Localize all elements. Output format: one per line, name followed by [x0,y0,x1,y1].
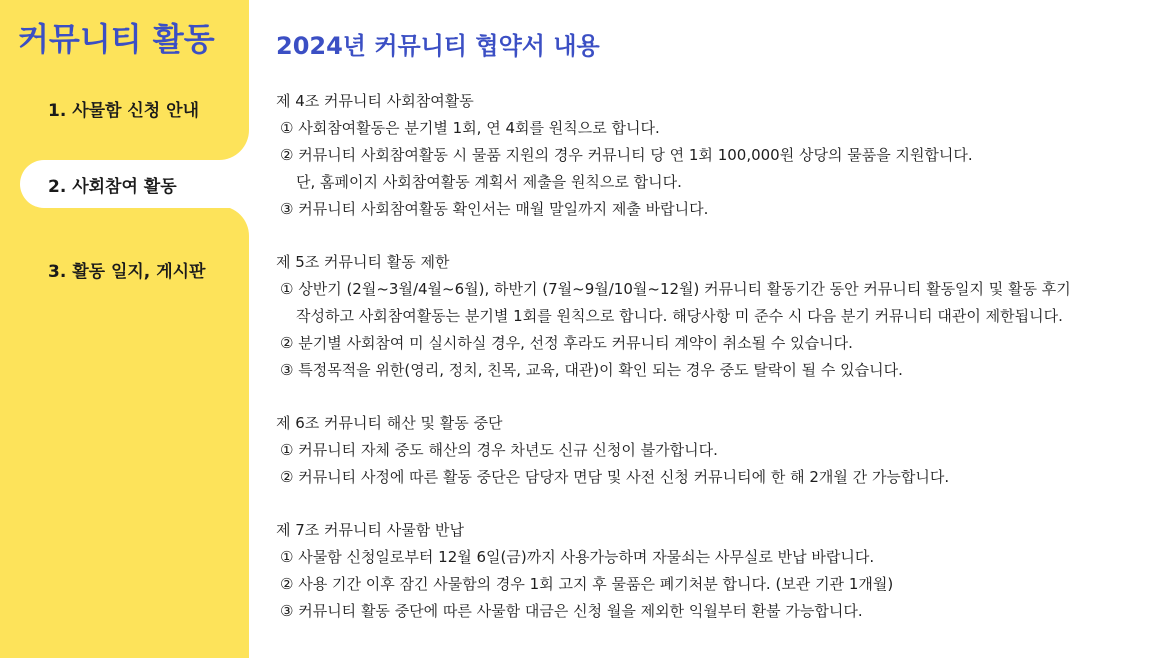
active-tab-notch-top [219,130,249,160]
article-5 [276,249,1156,384]
article-7 [276,517,1156,625]
clause-line: ② 사용 기간 이후 잠긴 사물함의 경우 1회 고지 후 물품은 폐기처분 합니다. (보관 기관 1개월) [280,575,894,593]
main-content [276,0,1170,658]
sidebar-title: 커뮤니티 활동 [18,20,215,58]
article-4 [276,88,1156,223]
clause-line: ① 사물함 신청일로부터 12월 6일(금)까지 사용가능하며 자물쇠는 사무실로 반납 바랍니다. [280,548,875,566]
article-heading: 제 7조 커뮤니티 사물함 반납 [276,521,465,539]
article-heading: 제 5조 커뮤니티 활동 제한 [276,253,450,271]
active-tab-notch-bottom [219,206,249,236]
article-heading: 제 6조 커뮤니티 해산 및 활동 중단 [276,414,503,432]
sidebar [0,0,249,658]
sidebar-item-social-activity[interactable]: 2. 사회참여 활동 [20,160,249,208]
article-6 [276,410,1156,491]
clause-line: ② 커뮤니티 사회참여활동 시 물품 지원의 경우 커뮤니티 당 연 1회 100,000원 상당의 물품을 지원합니다. [280,146,973,164]
clause-line: ② 분기별 사회참여 미 실시하실 경우, 선정 후라도 커뮤니티 계약이 취소될 수 있습니다. [280,334,853,352]
clause-line: ③ 커뮤니티 사회참여활동 확인서는 매월 말일까지 제출 바랍니다. [280,200,709,218]
clause-line: ① 사회참여활동은 분기별 1회, 연 4회를 원칙으로 합니다. [280,119,660,137]
clause-line: ③ 커뮤니티 활동 중단에 따른 사물함 대금은 신청 월을 제외한 익월부터 환불 가능합니다. [280,602,863,620]
agreement-content [276,88,1156,651]
clause-line: ① 상반기 (2월~3월/4월~6월), 하반기 (7월~9월/10월~12월) 커뮤니티 활동기간 동안 커뮤니티 활동일지 및 활동 후기 [280,280,1071,298]
clause-line: 단, 홈페이지 사회참여활동 계획서 제출을 원칙으로 합니다. [296,173,682,191]
clause-line: ① 커뮤니티 자체 중도 해산의 경우 차년도 신규 신청이 불가합니다. [280,441,718,459]
clause-line: 작성하고 사회참여활동는 분기별 1회를 원칙으로 합니다. 해당사항 미 준수 시 다음 분기 커뮤니티 대관이 제한됩니다. [296,307,1063,325]
sidebar-item-locker-guide[interactable]: 1. 사물함 신청 안내 [48,100,199,121]
clause-line: ② 커뮤니티 사정에 따른 활동 중단은 담당자 면담 및 사전 신청 커뮤니티에 한 해 2개월 간 가능합니다. [280,468,950,486]
clause-line: ③ 특정목적을 위한(영리, 정치, 친목, 교육, 대관)이 확인 되는 경우 중도 탈락이 될 수 있습니다. [280,361,903,379]
article-heading: 제 4조 커뮤니티 사회참여활동 [276,92,474,110]
page-title: 2024년 커뮤니티 협약서 내용 [276,32,600,60]
sidebar-item-activity-log[interactable]: 3. 활동 일지, 게시판 [48,261,206,282]
